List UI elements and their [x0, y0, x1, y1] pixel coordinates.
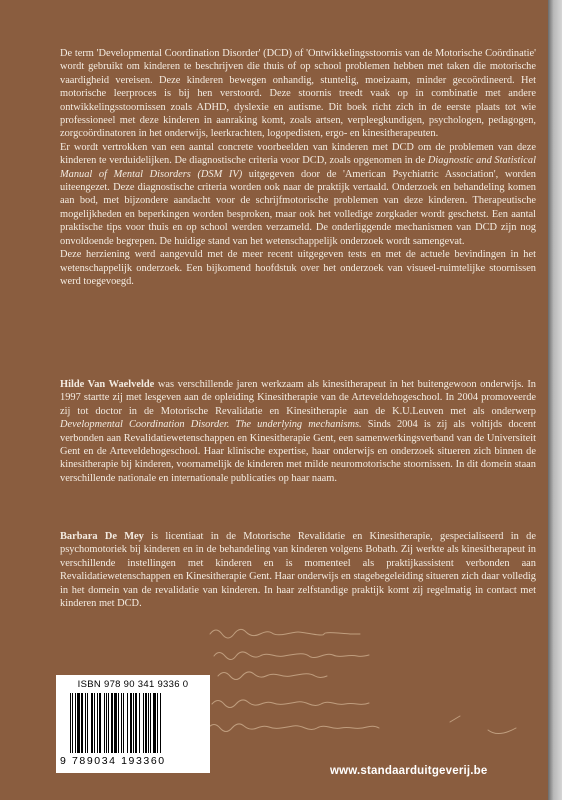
blurb-paragraph-3: [60, 248, 536, 288]
blurb-paragraph-1: [60, 47, 536, 141]
author-name-1: Hilde Van Waelvelde: [60, 379, 155, 390]
blurb-text: [60, 47, 536, 288]
author-bio-1: [60, 378, 536, 485]
author-name-2: Barbara De Mey: [60, 531, 144, 542]
blurb-paragraph-2: [60, 141, 536, 248]
blurb-paragraph-1-text: De term 'Developmental Coordination Disorder' (DCD) of 'Ontwikkelingsstoornis van de Motorische Coördinatie' wordt gebruikt om kinderen te beschrijven die thuis of op school problemen hebben met taken die motorische vaardigheid vereisen. Deze kinderen bewegen onhandig, stuntelig, moeizaam, minder gecoördineerd. Het motorische leerproces is bij hen verstoord. Deze stoornis treedt vaak op in combinatie met andere ontwikkelingsstoornissen zoals ADHD, dyslexie en autisme. Dit boek richt zich in de eerste plaats tot wie professioneel met deze kinderen in aanraking komt, zoals artsen, verpleegkundigen, psychologen, pedagogen, zorgcoördinatoren in het onderwijs, leerkrachten, logopedisten, ergo- en kinesitherapeuten.: [60, 48, 536, 140]
barcode-label: [56, 675, 210, 773]
author-bio-2-text: is licentiaat in de Motorische Revalidatie en Kinesitherapie, gespecialiseerd in de psychomotoriek bij kinderen en in de behandeling van kinderen volgens Bobath. Zij werkte als kinesitherapeut in verschillende instellingen met kinderen en is momenteel als praktijkassistent verbonden aan Revalidatiewetenschappen en Kinesitherapie Gent. Haar onderwijs en stagebegeleiding situeren zich daar volledig in het domein van de revalidatie van kinderen. In haar zelfstandige praktijk komt zij regelmatig in contact met kinderen met DCD.: [60, 531, 536, 610]
blurb-paragraph-2-text-b: uitgegeven door de 'American Psychiatric Association', worden uiteengezet. Deze diagnostische criteria worden ook naar de praktijk vertaald. Onderzoek en behandeling komen aan bod, met bijzondere aandacht voor de schrijfmotorische problemen van deze kinderen. Therapeutische mogelijkheden en beperkingen worden besproken, maar ook het volledige zorgkader wordt geschetst. Een aantal praktische tips voor thuis en op school werden verzameld. De onderliggende mechanismen van DCD zijn nog onvoldoende begrepen. De huidige stand van het wetenschappelijk onderzoek wordt samengevat.: [60, 168, 536, 247]
isbn-label: ISBN 978 90 341 9336 0: [77, 679, 189, 690]
publisher-url: www.standaarduitgeverij.be: [330, 765, 488, 777]
author-bio-2: [60, 530, 536, 610]
book-edge: [548, 0, 562, 800]
dissertation-title: Developmental Coordination Disorder. The underlying mechanisms.: [60, 419, 362, 431]
author-bio-1-text-a: was verschillende jaren werkzaam als kinesitherapeut in het buitengewoon onderwijs. In 1997 startte zij met lesgeven aan de opleiding Kinesitherapie van de Arteveldehogeschool. In 2004 promoveerde zij tot doctor in de Motorische Revalidatie en Kinesitherapie aan de K.U.Leuven met als onderwerp: [60, 379, 537, 417]
author-bio-1-text-b: Sinds 2004 is zij als voltijds docent verbonden aan Revalidatiewetenschappen en Kinesitherapie Gent, een samenwerkingsverband van de Universiteit Gent en de Arteveldehogeschool. Haar klinische expertise, haar onderwijs en onderzoek situeren zich binnen de kinesitherapie bij kinderen, voornamelijk de kinderen met milde neuromotorische stoornissen. In dit domein staan verschillende nationale en internationale publicaties op haar naam.: [60, 419, 537, 484]
barcode-icon: [70, 693, 196, 753]
blurb-paragraph-3-text: Deze herziening werd aangevuld met de meer recent uitgegeven tests en met de actuele bevindingen in het wetenschappelijk onderzoek. Een bijkomend hoofdstuk over het onderzoek van visueel-ruimtelijke stoornissen werd toegevoegd.: [60, 249, 536, 287]
barcode-digits: 9 789034 193360: [60, 755, 166, 767]
dsm-title: Diagnostic and Statistical Manual of Mental Disorders (DSM IV): [60, 155, 536, 180]
handwritten-scribbles: [200, 620, 540, 750]
blurb-paragraph-2-text-a: Er wordt vertrokken van een aantal concrete voorbeelden van kinderen met DCD om de problemen van deze kinderen te verduidelijken. De diagnostische criteria voor DCD, zoals opgenomen in de: [60, 141, 536, 167]
